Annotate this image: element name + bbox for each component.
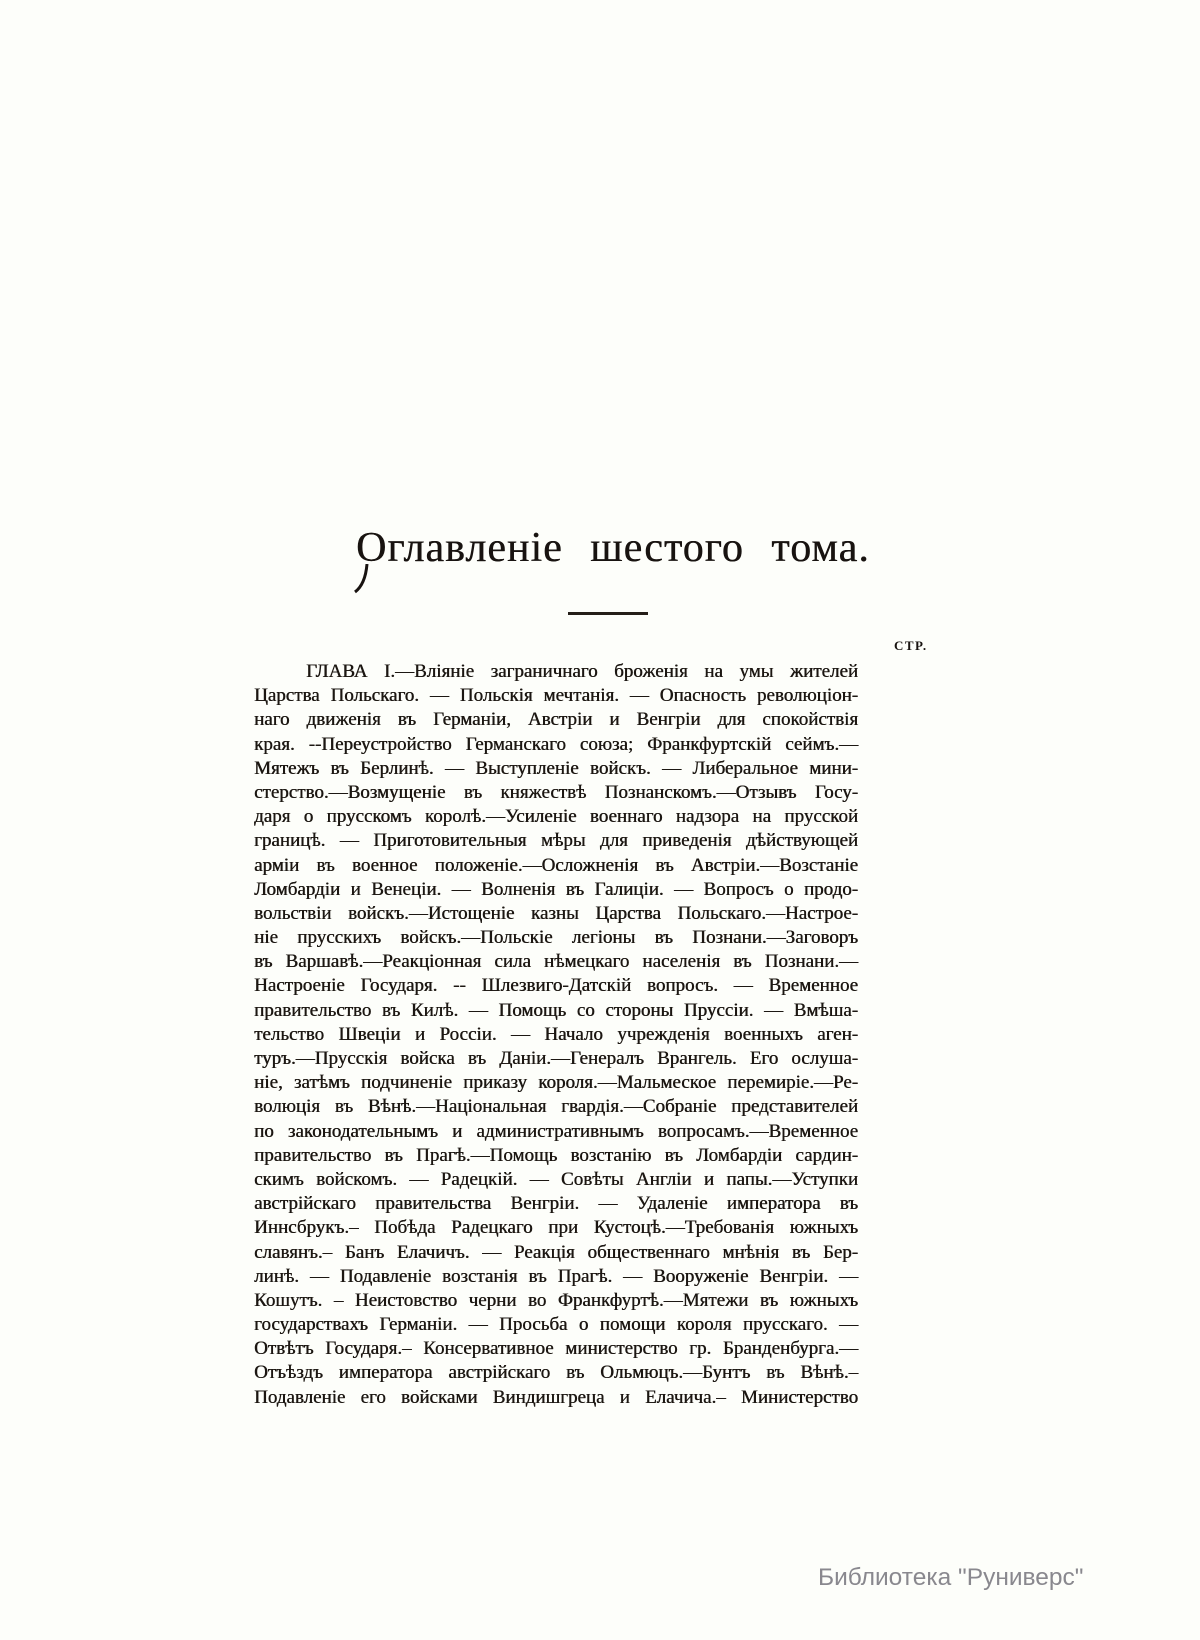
toc-text-line: правительство въ Прагѣ.—Помощь возстанію въ Ломбардіи сардин- xyxy=(254,1144,858,1166)
toc-text-line: по законодательнымъ и административнымъ вопросамъ.—Временное xyxy=(254,1120,858,1142)
toc-text-line: правительство въ Килѣ. — Помощь со стороны Пруссіи. — Вмѣша- xyxy=(254,999,858,1021)
toc-text-line: скимъ войскомъ. — Радецкій. — Совѣты Англіи и папы.—Уступки xyxy=(254,1168,858,1190)
toc-text-line: арміи въ военное положеніе.—Осложненія въ Австріи.—Возстаніе xyxy=(254,854,858,876)
toc-text-line: въ Варшавѣ.—Реакціонная сила нѣмецкаго населенія въ Познани.— xyxy=(254,951,858,973)
toc-text-line: границѣ. — Приготовительныя мѣры для приведенія дѣйствующей xyxy=(254,830,858,852)
toc-text-line: края. --Переустройство Германскаго союза; Франкфуртскій сеймъ.— xyxy=(254,733,858,755)
library-watermark: Библиотека "Руниверс" xyxy=(818,1564,1084,1591)
toc-text-line: Подавленіе его войсками Виндишгреца и Елачича.– Министерство xyxy=(254,1386,858,1408)
toc-text-line: тельство Швеціи и Россіи. — Начало учрежденія военныхъ аген- xyxy=(254,1023,858,1045)
toc-text-line: линѣ. — Подавленіе возстанія въ Прагѣ. — Вооруженіе Венгріи. — xyxy=(254,1265,858,1287)
toc-text-line: даря о прусскомъ королѣ.—Усиленіе военнаго надзора на прусской xyxy=(254,806,858,828)
toc-text-line: австрійскаго правительства Венгріи. — Удаленіе императора въ xyxy=(254,1193,858,1215)
title-divider-rule xyxy=(568,612,648,615)
toc-text-line: ГЛАВА І.—Вліяніе заграничнаго броженія на умы жителей xyxy=(306,661,858,682)
toc-text-line: Настроеніе Государя. -- Шлезвиго-Датскій вопросъ. — Временное xyxy=(254,975,858,997)
toc-text-line: вольствіи войскъ.—Истощеніе казны Царства Польскаго.—Настрое- xyxy=(254,902,858,924)
toc-text-line: ніе прусскихъ войскъ.—Польскіе легіоны въ Познани.—Заговоръ xyxy=(254,927,858,949)
toc-text-line: волюція въ Вѣнѣ.—Національная гвардія.—Собраніе представителей xyxy=(254,1096,858,1118)
toc-text-line: Царства Польскаго. — Польскія мечтанія. — Опасность революціон- xyxy=(254,685,858,707)
toc-text-line: Мятежъ въ Берлинѣ. — Выступленіе войскъ. — Либеральное мини- xyxy=(254,757,858,779)
toc-text-line: славянъ.– Банъ Елачичъ. — Реакція общественнаго мнѣнія въ Бер- xyxy=(254,1241,858,1263)
toc-text-line: Иннсбрукъ.– Побѣда Радецкаго при Кустоцѣ.—Требованія южныхъ xyxy=(254,1217,858,1239)
toc-text-line: Отвѣтъ Государя.– Консервативное министерство гр. Бранденбурга.— xyxy=(254,1338,858,1360)
toc-text-line: туръ.—Прусскія войска въ Даніи.—Генералъ Врангель. Его ослуша- xyxy=(254,1048,858,1069)
toc-chapter-1-paragraph xyxy=(254,660,858,1410)
page-title-wrap xyxy=(356,524,870,582)
toc-text-line: Ломбардіи и Венеціи. — Волненія въ Галиціи. — Вопросъ о продо- xyxy=(254,878,858,900)
page-title: Оглавленіе шестого тома. xyxy=(356,525,870,571)
toc-text-line: Отъѣздъ императора австрійскаго въ Ольмюцъ.—Бунтъ въ Вѣнѣ.– xyxy=(254,1362,858,1384)
toc-text-line: наго движенія въ Германіи, Австріи и Венгріи для спокойствія xyxy=(254,709,858,731)
toc-text-line: стерство.—Возмущеніе въ княжествѣ Познанскомъ.—Отзывъ Госу- xyxy=(254,781,858,803)
page-column-header: СТР. xyxy=(894,638,928,653)
toc-text-line: государствахъ Германіи. — Просьба о помощи короля прусскаго. — xyxy=(254,1314,858,1336)
toc-text-line: Кошутъ. – Неистовство черни во Франкфуртѣ.—Мятежи въ южныхъ xyxy=(254,1289,858,1311)
toc-text-line: ніе, затѣмъ подчиненіе приказу короля.—Мальмеское перемиріе.—Ре- xyxy=(254,1072,858,1094)
